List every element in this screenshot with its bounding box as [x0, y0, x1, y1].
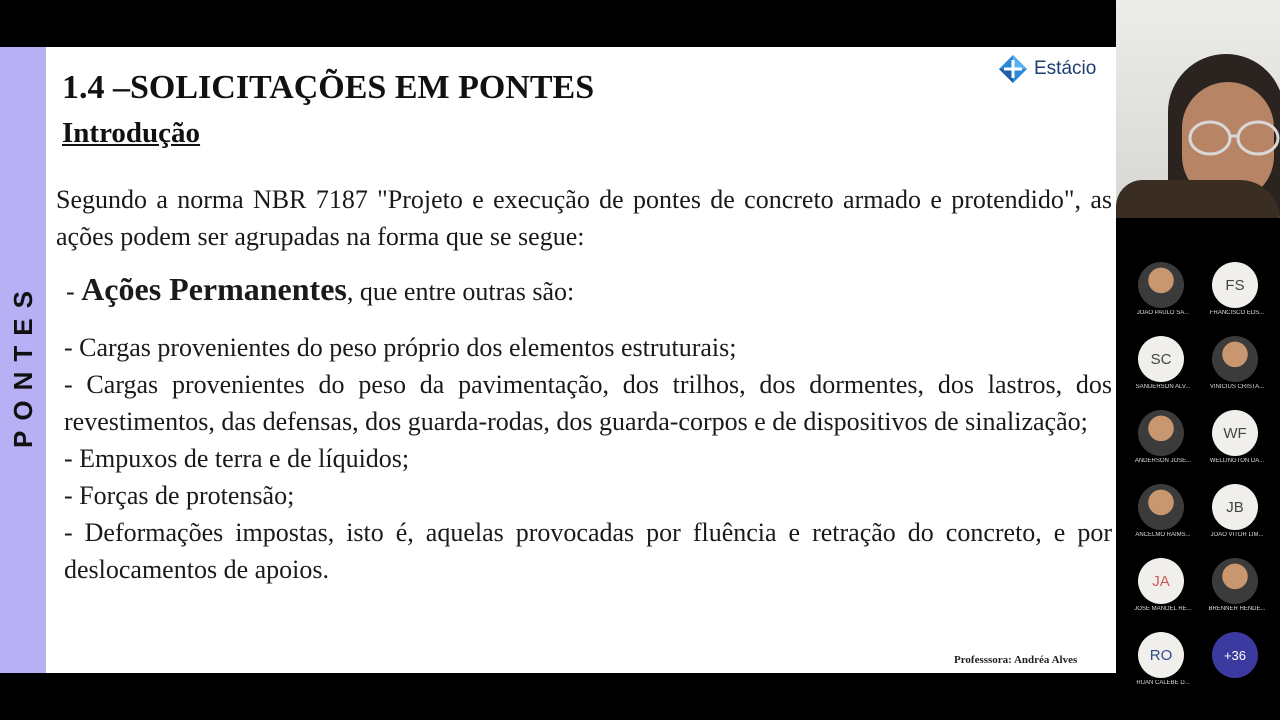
side-label: PONTES	[7, 280, 38, 448]
avatar	[1212, 558, 1258, 604]
avatar	[1138, 262, 1184, 308]
avatar: JB	[1212, 484, 1258, 530]
avatar: SC	[1138, 336, 1184, 382]
intro-paragraph: Segundo a norma NBR 7187 "Projeto e execução de pontes de concreto armado e protendido", as ações podem ser agrupadas na forma que se segue:	[56, 185, 1112, 251]
avatar: WF	[1212, 410, 1258, 456]
participant-tile[interactable]	[1204, 406, 1276, 478]
participant-name: ANCELMO RAIMS...	[1135, 532, 1191, 538]
participant-tile[interactable]	[1130, 480, 1202, 552]
permanent-prefix: -	[66, 277, 82, 306]
participants-panel	[1116, 0, 1280, 720]
estacio-logo	[998, 52, 1096, 86]
list-item: - Empuxos de terra e de líquidos;	[64, 444, 410, 473]
participant-tile[interactable]	[1204, 554, 1276, 626]
avatar	[1212, 336, 1258, 382]
list-item: - Forças de protensão;	[64, 481, 295, 510]
more-participants-button[interactable]	[1204, 628, 1276, 700]
participant-name: WELLINGTON DA...	[1209, 458, 1265, 464]
speaker-video[interactable]	[1116, 0, 1280, 218]
avatar: RO	[1138, 632, 1184, 678]
estacio-logo-icon	[998, 54, 1028, 84]
participant-tile[interactable]	[1130, 554, 1202, 626]
glasses-icon	[1186, 118, 1280, 158]
participant-name: ANDERSON JOSE...	[1134, 458, 1192, 464]
permanent-heading: Ações Permanentes	[81, 271, 347, 307]
list-item: - Cargas provenientes do peso da pavimentação, dos trilhos, dos dormentes, dos lastros, dos revestimentos, das defensas, dos guarda-rodas, dos guarda-corpos e de dispositivos de sinalização;	[64, 370, 1112, 436]
participant-name: JOAO PAULO SA...	[1136, 310, 1190, 316]
avatar: FS	[1212, 262, 1258, 308]
list-item: - Deformações impostas, isto é, aquelas provocadas por fluência e retração do concreto, e por deslocamentos de apoios.	[64, 518, 1112, 584]
participant-name: RUAN CALEBE D...	[1136, 680, 1190, 686]
participant-tile[interactable]	[1130, 332, 1202, 404]
participant-tile[interactable]	[1204, 332, 1276, 404]
participant-tile[interactable]	[1204, 480, 1276, 552]
permanent-suffix: , que entre outras são:	[346, 277, 575, 306]
participant-name: FRANCISCO EDS...	[1209, 310, 1265, 316]
logo-text: Estácio	[1034, 58, 1097, 79]
avatar: JA	[1138, 558, 1184, 604]
slide-footer: Professsora: Andréa Alves	[954, 654, 1078, 666]
presentation-slide	[0, 47, 1116, 673]
participant-tile[interactable]	[1130, 628, 1202, 700]
participant-name: BRENNER HENDE...	[1208, 606, 1266, 612]
avatar	[1138, 484, 1184, 530]
slide-subtitle: Introdução	[62, 117, 201, 149]
participant-name: VINICIUS CRISTA...	[1209, 384, 1265, 390]
avatar	[1138, 410, 1184, 456]
participant-name: SANDERSON ALV...	[1135, 384, 1191, 390]
permanent-actions-heading	[66, 271, 574, 308]
list-item: - Cargas provenientes do peso próprio dos elementos estruturais;	[64, 333, 737, 362]
participant-tile[interactable]	[1204, 258, 1276, 330]
more-participants-count[interactable]: +36	[1212, 632, 1258, 678]
slide-title: 1.4 –SOLICITAÇÕES EM PONTES	[62, 69, 595, 106]
actions-list	[64, 329, 1112, 588]
participant-tile[interactable]	[1130, 258, 1202, 330]
participant-name: JOAO VITOR LIM...	[1210, 532, 1264, 538]
participant-name: JOSE MANOEL RE...	[1134, 606, 1192, 612]
participant-tile[interactable]	[1130, 406, 1202, 478]
